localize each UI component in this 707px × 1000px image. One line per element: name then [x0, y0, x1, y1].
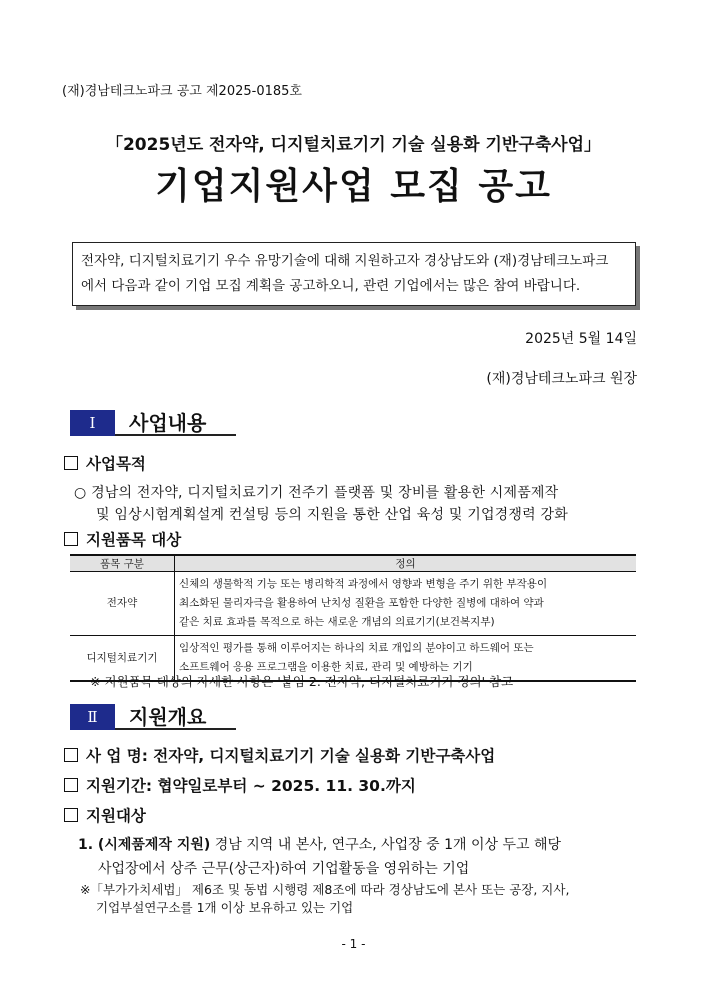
table-cell-category: 전자약: [70, 572, 175, 636]
document-subtitle: 「2025년도 전자약, 디지털치료기기 기술 실용화 기반구축사업」: [105, 135, 602, 155]
section-1-header: [70, 410, 236, 436]
section-2-header: [70, 704, 236, 730]
notice-date: 2025년 5월 14일: [525, 331, 637, 347]
checkbox-square-icon: [64, 532, 78, 546]
target-note-line-2: 기업부설연구소를 1개 이상 보유하고 있는 기업: [96, 900, 354, 915]
target-item-1: 1. (시제품제작 지원) 경남 지역 내 본사, 연구소, 사업장 중 1개 이상 두고 해당: [78, 837, 562, 853]
table-row: [70, 572, 636, 636]
table-header-definition: 정의: [175, 555, 637, 572]
section-2-number: Ⅱ: [70, 704, 115, 730]
table-header-category: 품목 구분: [70, 555, 175, 572]
checkbox-square-icon: [64, 748, 78, 762]
issuer: (재)경남테크노파크 원장: [486, 371, 637, 387]
intro-box: [72, 242, 636, 306]
items-heading: 지원품목 대상: [64, 528, 181, 550]
target-heading: 지원대상: [64, 804, 146, 826]
purpose-heading: 사업목적: [64, 452, 146, 474]
page-number: - 1 -: [341, 937, 366, 951]
checkbox-square-icon: [64, 808, 78, 822]
purpose-line-1: ○ 경남의 전자약, 디지털치료기기 전주기 플랫폼 및 장비를 활용한 시제품제작: [74, 485, 559, 501]
definition-table: [70, 554, 636, 682]
checkbox-square-icon: [64, 456, 78, 470]
project-name: 사 업 명: 전자약, 디지털치료기기 기술 실용화 기반구축사업: [64, 744, 495, 766]
intro-line-2: 에서 다음과 같이 기업 모집 계획을 공고하오니, 관련 기업에서는 많은 참여 바랍니다.: [81, 278, 581, 294]
table-note: ※ 지원품목 대상의 자세한 사항은 '붙임 2. 전자약, 디지털치료기기 정의' 참고: [90, 674, 514, 689]
section-1-title: 사업내용: [115, 410, 236, 436]
table-cell-category: 디지털치료기기: [70, 636, 175, 682]
target-note-line-1: ※「부가가치세법」 제6조 및 동법 시행령 제8조에 따라 경상남도에 본사 또는 공장, 지사,: [80, 882, 570, 897]
section-1-number: Ⅰ: [70, 410, 115, 436]
table-cell-definition: 임상적인 평가를 통해 이루어지는 하나의 치료 개입의 분야이고 하드웨어 또는 소프트웨어 응용 프로그램을 이용한 치료, 관리 및 예방하는 기기: [175, 636, 637, 682]
checkbox-square-icon: [64, 778, 78, 792]
target-item-1-line-2: 사업장에서 상주 근무(상근자)하여 기업활동을 영위하는 기업: [98, 861, 470, 877]
document-title: 기업지원사업 모집 공고: [155, 166, 552, 207]
table-cell-definition: 신체의 생물학적 기능 또는 병리학적 과정에서 영향과 변형을 주기 위한 부작용이 최소화된 물리자극을 활용하여 난치성 질환을 포함한 다양한 질병에 대하여 약과 같은 치료 효과를 목적으로 하는 새로운 개념의 의료기기(보건복지부): [175, 572, 637, 636]
purpose-line-2: 및 임상시험계획설계 컨설팅 등의 지원을 통한 산업 육성 및 기업경쟁력 강화: [96, 507, 568, 523]
support-period: 지원기간: 협약일로부터 ~ 2025. 11. 30.까지: [64, 774, 416, 796]
notice-number: (재)경남테크노파크 공고 제2025-0185호: [62, 84, 302, 99]
intro-line-1: 전자약, 디지털치료기기 우수 유망기술에 대해 지원하고자 경상남도와 (재)경남테크노파크: [81, 253, 609, 269]
section-2-title: 지원개요: [115, 704, 236, 730]
